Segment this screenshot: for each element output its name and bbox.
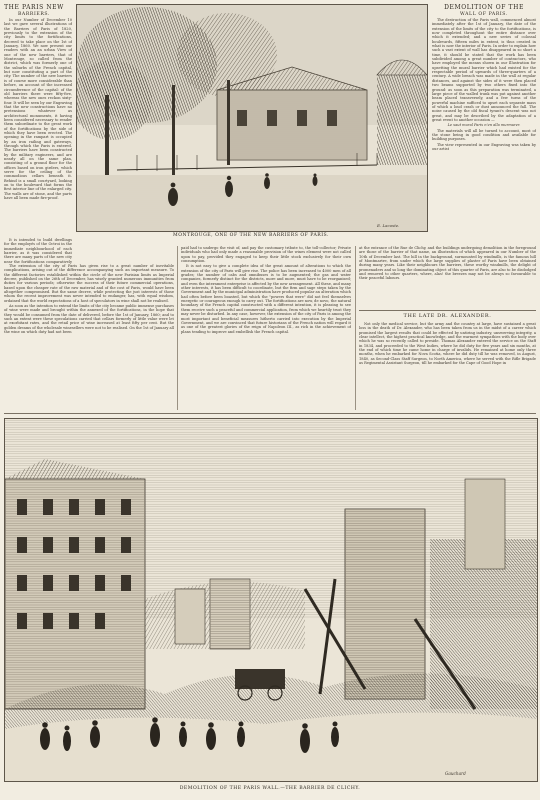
obituary-title: THE LATE DR. ALEXANDER. — [403, 313, 492, 319]
right-header — [432, 4, 536, 17]
montrouge-barrier-engraving — [76, 4, 428, 232]
article-intro-paragraph: In our Number of December 10 last we gave several illustrations of the Barriers of Paris of 1820, previously to the extension of the city limits to the fortifications, decreed to take place on the 1st of January, 1860. We now present our readers with an an urban View of one of the new barriers, that of Montrouge, so called from the district, which was formerly one of the suburbs of the French capital, but now constituting a part of the city. The number of the new barriers is of course more considerable than before, on account of the increased circumference of the capital: of the old barriers there were fifty-five, whereas the new ones reckon sixty-four. It will be seen by our Engraving that the new constructions have no pretensions whatever as architectural monuments, it having been considered necessary to render them subordinate to the great work of the fortifications by the side of which they have been erected. The opening in the rampart is occupied by an iron railing and gateways, through which the Paris is entered. The barriers have been constructed by the military engineers, and are nearly all on the same plan, consisting of a ground floor for the offices based on iron girders, which serve for the ceiling of the commodious cellars beneath it. Behind is a small courtyard, looking on to the boulevard that forms the first interior line of the enlarged city. The walls are of stone, and the parts have all been made fire-proof. — [4, 18, 72, 201]
section-rule — [4, 413, 536, 414]
left-header-title: THE PARIS NEW — [4, 4, 64, 11]
right-header-subtitle: WALL OF PARIS. — [460, 12, 508, 17]
column-divider — [355, 246, 356, 410]
demolition-text-column — [432, 18, 536, 244]
obituary-paragraph: Not only the medical service, but the army and the country at large, have sustained a great loss in the death of Dr. Alexander, who has been taken from us in the midst of a career which promised the largest results that could be effected by untiring industry, unswerving integrity, a clear intellect, the highest practical knowledge, and the warmest sympathies with the body over which he was so recently called to preside. Thomas Alexander entered the service on the Staff in 1834, and proceeded to the West Indies, where he did duty for five years and six months, at the end of which time he came home in charge of invalids. He remained at home only three months, when he embarked for Nova Scotia, where he did duty till he was removed, in August, 1840, as Second-Class Staff Surgeon, to North America, where he served with the Rifle Brigade as Regimental Assistant Surgeon, till he embarked for the Cape of Good Hope in — [359, 322, 536, 366]
bottom-figure-caption: DEMOLITION OF THE PARIS WALL.—THE BARRIER DE CLICHY. — [179, 786, 361, 791]
top-figure-caption: MONTROUGE, ONE OF THE NEW BARRIERS OF PARIS. — [172, 233, 329, 238]
demolition-paragraph: The materials will all be turned to account, most of the stone being in good condition and available for building purposes. — [432, 128, 536, 142]
column-divider — [177, 246, 178, 410]
obituary-text-column — [359, 322, 536, 410]
bottom-engraving-signature: Gauchard — [445, 771, 466, 776]
article-paragraph: paid had to undergo the visit of, and pay the customary tribute to, the toll-collector; Private individuals who had only made a reasonable provision of the wines element were not called upon to pay, provided they engaged to keep their little stock exclusively for their own consumption. — [181, 246, 351, 264]
right-header-title: DEMOLITION OF THE — [444, 4, 524, 11]
article-intro-paragraph: It is intended to build dwellings for the employés of the Octroi in the immediate neighbourhood of each barrier, as it was considered that there are many parts of the new city near the fortifications comparatively — [4, 238, 72, 264]
barrier-de-clichy-illustration — [5, 419, 537, 781]
article-column-middle — [181, 246, 351, 410]
article-column-left — [4, 264, 174, 410]
article-column-right — [359, 246, 536, 308]
demolition-paragraph: The destruction of the Paris wall, commenced almost immediately after the 1st of January, the date of the extension of the limits of the city to the fortifications, is now completed throughout the entire distance over which it extended; and a new series of colossal boulevards, fifteen miles in extent, is thus created in what is now the interior of Paris. In order to explain how such a vast extent of wall has disappeared in so short a time, it should be stated that the work has been subdivided among a great number of contractors, who have employed the means shown in our Illustration for upsetting the mural barrier which had existed for the respectable period of upwards of three-quarters of a century. A wide breach was made in the wall at regular distances, and against the sides of it were then placed two beams supported by two others fixed into the ground: as soon as this preparation was terminated, a large piece of the walled trunk was put against another beam placed transversely, and a few turns of the powerful machine sufficed to upset each separate mass of which a loud crash or dust announced the fall. The noise caused by the old fiscal tyrant's descent was not great, and may be described by the adaptation of a great event to another occasion — — [432, 18, 536, 122]
article-intro-column-2 — [4, 238, 72, 264]
article-paragraph: The extension of the city of Paris has given rise to a great number of inevitable complications, arising out of the difference accompanying such an important measure. To the different factories established within the circle of the new Parisian limits as Imperial decree, published on the 26th of December, has wisely granted numerous immunities from duties for various periods; otherwise the success of their future commercial operations, based upon the cheaper rate of the raw material and of the cost of Paris, would have been altogether compromised. But the same decree, while protecting the just interests of those whom the recent improvement was never intended to endanger, has, with equal wisdom, ordained that the world expectations of a host of speculators in wine shall not be realised. — [4, 264, 174, 303]
article-paragraph: It is not easy to give a complete idea of the great amount of alterations to which the extension of the city of Paris will give rise. The police has been increased to 4000 men of all grades; the number of cabs and omnibuses is to be augmented; the gas and water companies, formerly distinct for the districts, more and more, must have to be reorganised; and even the internment enterprise is affected by the new arrangement. All these, and many other interests, it has been difficult to coordinate, but the firm and sage steps taken by the Government and by the municipal administration have produced popular an alteration which had often before been boasted, but which the "powers that were" did not feel themselves energetic or courageous enough to carry out. The fortifications are now, de novo, the natural boundary of the French capital constructed with a different intention, it is pleasing to see them receive such a peaceful and commercial application, from which we heartily trust they may never be disturbed. In any case, however, the extension of the city of Paris is among the most important and beneficial measures hitherto carried into execution by the Imperial Government, and we are convinced that future historians of the French nation will regard it as one of the greatest glories of the reign of Napoleon III., as rich in the achievement of plans tending to improve and embellish the French capital. — [181, 264, 351, 334]
article-intro-column — [4, 18, 72, 236]
left-header — [4, 4, 64, 17]
clichy-demolition-engraving — [4, 418, 538, 782]
left-header-subtitle: BARRIERS. — [17, 12, 51, 17]
montrouge-barrier-illustration — [77, 5, 427, 231]
article-paragraph: As soon as the intention to extend the limits of the city became public immense purchases of wine were made and brought within the annexed of the fortifications, in the hope that they would be consumed from the date of delivered, before the 1st of January, 1860; and to such an extent were these speculations carried that cellars formerly of little value were let at exorbitant rates, and the retail price of wine increased at least fifty per cent. But the golden dreams of the wholesale winesellers were not to be realised. On the 1st of January all the wine on which duty had not been — [4, 304, 174, 335]
top-engraving-signature: E. Lacoste. — [377, 223, 400, 228]
article-paragraph: at the entrance of the Rue de Clichy, and the buildings undergoing demolition in the foreground are those of the barrier of that name, an illustration of which appeared in our Number of the 10th of December last. The hill in the background, surmounted by windmills, is the famous hill of Montmartre, from under which the large supplies of plaster of Paris have been obtained during many years. Like their neighbours the barriers, these worthy windmills, the delight of promenaders and so long the dominating object of this quarter of Paris, are also to be disdodged and removed to other quarters, where, alas! the breezes may not be always so favourable to their peaceful labours. — [359, 246, 536, 281]
section-rule — [359, 310, 536, 311]
demolition-paragraph: The view represented in our Engraving was taken by our artist — [432, 142, 536, 151]
demolition-quote: Le saut mural Paris n'en alla murmurer. — [447, 123, 521, 128]
